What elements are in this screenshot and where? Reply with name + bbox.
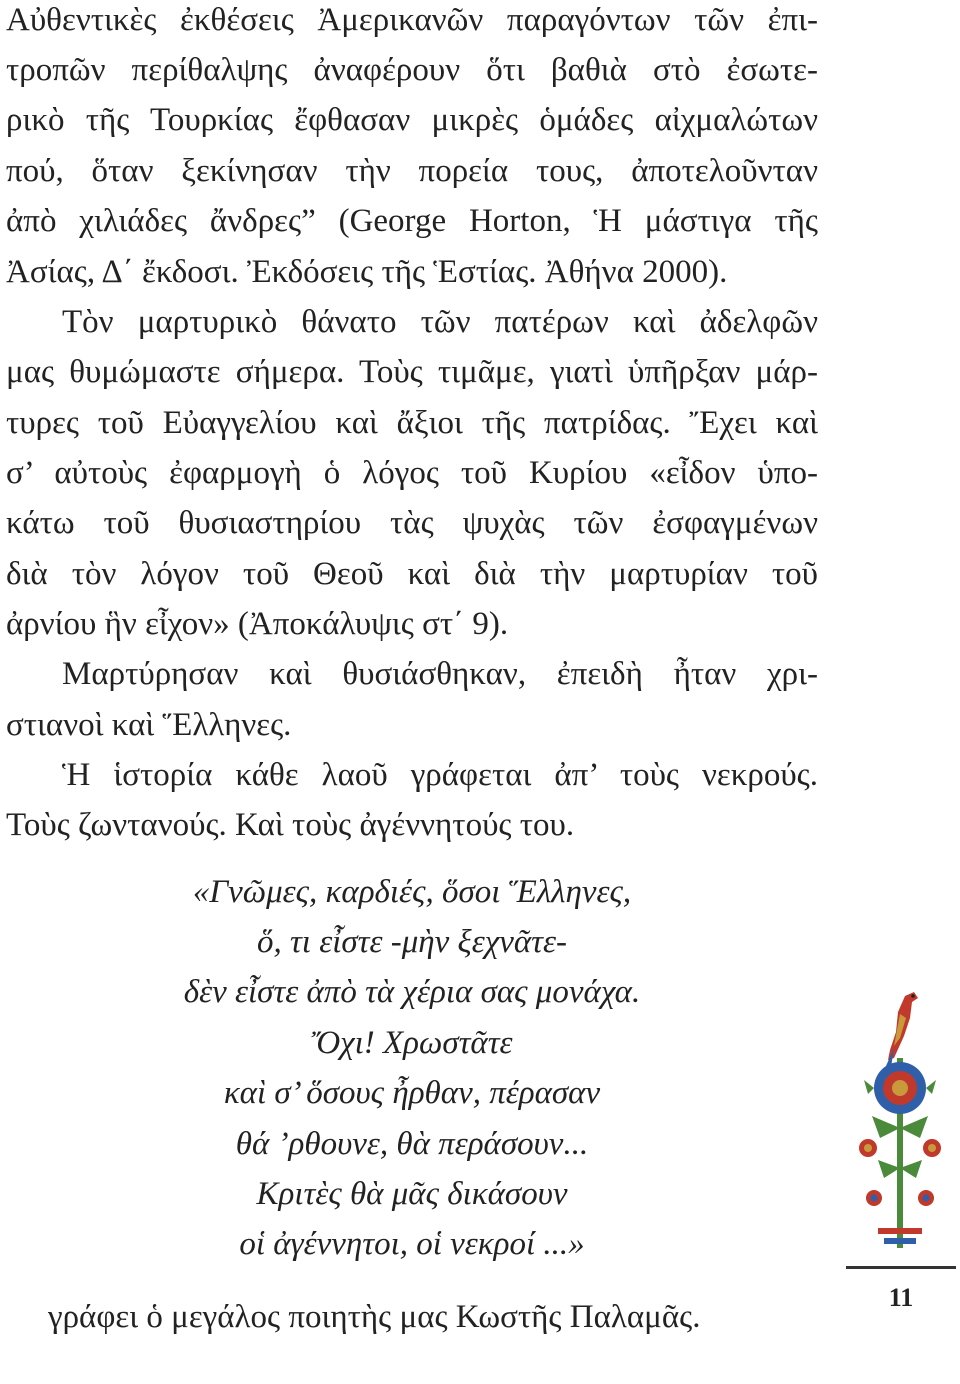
body-line: ἀρνίου ἣν εἶχον» (Ἀποκάλυψις στ΄ 9). [6,606,509,642]
body-line: πού, ὅταν ξεκίνησαν τὴν πορεία τους, ἀποτελοῦνταν [6,153,818,189]
body-line: σ’ αὐτοὺς ἐφαρμογὴ ὁ λόγος τοῦ Κυρίου «εἶδον ὑπο- [6,455,818,491]
body-line: Αὐθεντικὲς ἐκθέσεις Ἀμερικανῶν παραγόντων τῶν ἐπι- [6,2,818,38]
poem-line: «Γνῶμες, καρδιές, ὅσοι Ἕλληνες, [192,874,632,910]
body-line: Τοὺς ζωντανούς. Καὶ τοὺς ἀγέννητούς του. [6,807,575,843]
body-line: στιανοὶ καὶ Ἕλληνες. [6,707,292,743]
body-line: Ἀσίας, Δ΄ ἔκδοσι. Ἐκδόσεις τῆς Ἑστίας. Ἀθήνα 2000). [6,254,728,290]
body-line: τροπῶν περίθαλψης ἀναφέρουν ὅτι βαθιὰ στὸ ἐσωτε- [6,52,818,88]
attribution: γράφει ὁ μεγάλος ποιητὴς μας Κωστῆς Παλαμᾶς. [48,1299,701,1335]
body-line: τυρες τοῦ Εὐαγγελίου καὶ ἄξιοι τῆς πατρίδας. Ἔχει καὶ [6,405,818,441]
poem-line: δὲν εἶστε ἀπὸ τὰ χέρια σας μονάχα. [183,974,641,1010]
body-line: Μαρτύρησαν καὶ θυσιάσθηκαν, ἐπειδὴ ἦταν χρι- [62,656,818,692]
poem-line: Κριτὲς θὰ μᾶς δικάσουν [256,1176,568,1212]
page-number: 11 [846,1266,956,1332]
body-line: διὰ τὸν λόγον τοῦ Θεοῦ καὶ διὰ τὴν μαρτυρίαν τοῦ [6,556,818,592]
body-line: ρικὸ τῆς Τουρκίας ἔφθασαν μικρὲς ὁμάδες αἰχμαλώτων [6,102,818,138]
poem-line: ὅ, τι εἶστε -μὴν ξεχνᾶτε- [257,924,567,960]
body-line: κάτω τοῦ θυσιαστηρίου τὰς ψυχὰς τῶν ἐσφαγμένων [6,505,818,541]
poem-line: καὶ σ’ ὅσους ἦρθαν, πέρασαν [223,1075,601,1111]
bird-tree-of-life-icon [850,988,950,1258]
body-line: Ἡ ἱστορία κάθε λαοῦ γράφεται ἀπ’ τοὺς νεκρούς. [62,757,818,793]
body-line: μας θυμώμαστε σήμερα. Τοὺς τιμᾶμε, γιατὶ ὑπῆρξαν μάρ- [6,354,818,390]
poem-line: θά ’ρθουνε, θὰ περάσουν... [235,1126,589,1162]
body-line: Τὸν μαρτυρικὸ θάνατο τῶν πατέρων καὶ ἀδελφῶν [62,304,818,340]
body-line: ἀπὸ χιλιάδες ἄνδρες” (George Horton, Ἡ μάστιγα τῆς [6,203,818,239]
poem-line: οἱ ἀγέννητοι, οἱ νεκροί ...» [239,1226,585,1262]
poem-line: Ὄχι! Χρωστᾶτε [311,1025,513,1061]
